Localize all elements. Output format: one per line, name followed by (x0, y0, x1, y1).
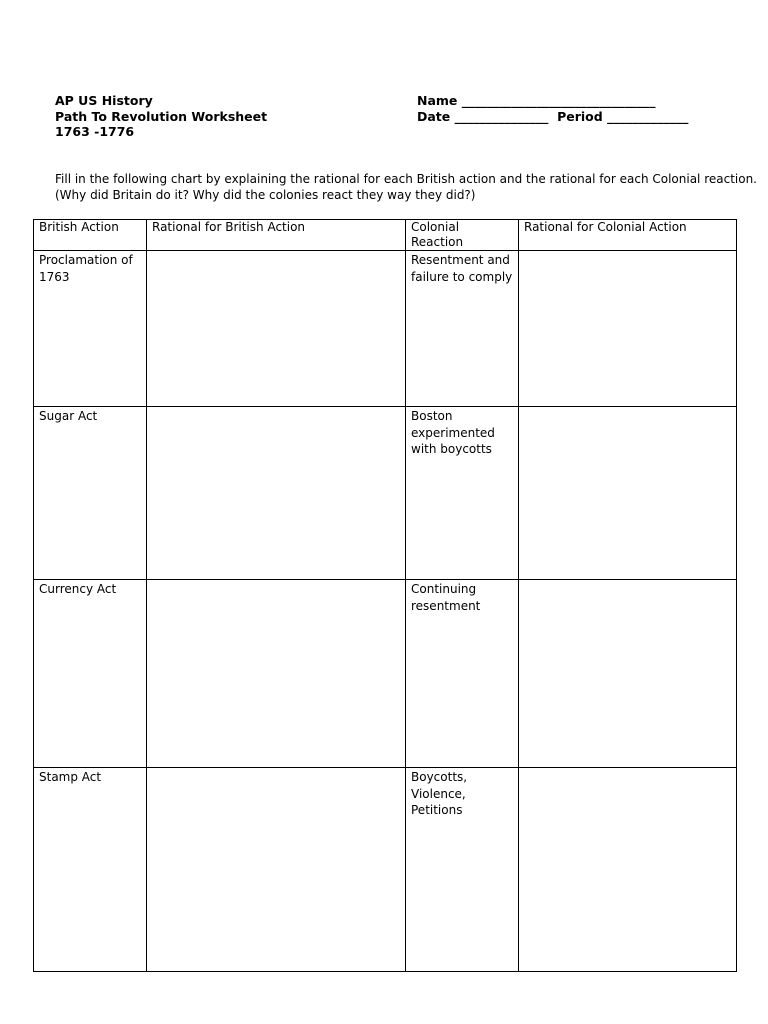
rational-colonial-cell[interactable] (519, 768, 737, 972)
rational-colonial-cell[interactable] (519, 251, 737, 407)
header-colonial-reaction: Colonial Reaction (406, 220, 519, 251)
name-line[interactable]: Name _______________________________ (417, 93, 656, 108)
table-row (34, 768, 737, 972)
colonial-reaction-cell: Continuing resentment (406, 580, 519, 768)
british-action-cell: Proclamation of 1763 (34, 251, 147, 407)
revolution-chart (33, 219, 737, 972)
student-info-block (417, 93, 688, 124)
rational-british-cell[interactable] (147, 407, 406, 580)
british-action-cell: Stamp Act (34, 768, 147, 972)
course-name: AP US History (55, 93, 153, 108)
rational-british-cell[interactable] (147, 251, 406, 407)
date-period-line (417, 109, 688, 125)
table-row (34, 580, 737, 768)
header-british-action: British Action (34, 220, 147, 251)
table-header-row (34, 220, 737, 251)
table-row (34, 251, 737, 407)
year-range: 1763 -1776 (55, 124, 135, 139)
colonial-reaction-cell: Boycotts, Violence, Petitions (406, 768, 519, 972)
instructions-line-2: (Why did Britain do it? Why did the colonies react they way they did?) (55, 187, 476, 202)
period-line[interactable]: Period _____________ (557, 108, 689, 124)
british-action-cell: Sugar Act (34, 407, 147, 580)
colonial-reaction-cell: Resentment and failure to comply (406, 251, 519, 407)
rational-british-cell[interactable] (147, 580, 406, 768)
header-rational-colonial: Rational for Colonial Action (519, 220, 737, 251)
instructions (55, 172, 757, 203)
british-action-cell: Currency Act (34, 580, 147, 768)
worksheet-title-block (55, 93, 267, 140)
instructions-line-1: Fill in the following chart by explaining the rational for each British action and the rational for each Colonial reaction. (55, 172, 757, 186)
colonial-reaction-cell: Boston experimented with boycotts (406, 407, 519, 580)
rational-colonial-cell[interactable] (519, 407, 737, 580)
rational-colonial-cell[interactable] (519, 580, 737, 768)
date-line[interactable]: Date _______________ (417, 108, 549, 124)
rational-british-cell[interactable] (147, 768, 406, 972)
table-row (34, 407, 737, 580)
header-rational-british: Rational for British Action (147, 220, 406, 251)
worksheet-title: Path To Revolution Worksheet (55, 108, 268, 124)
